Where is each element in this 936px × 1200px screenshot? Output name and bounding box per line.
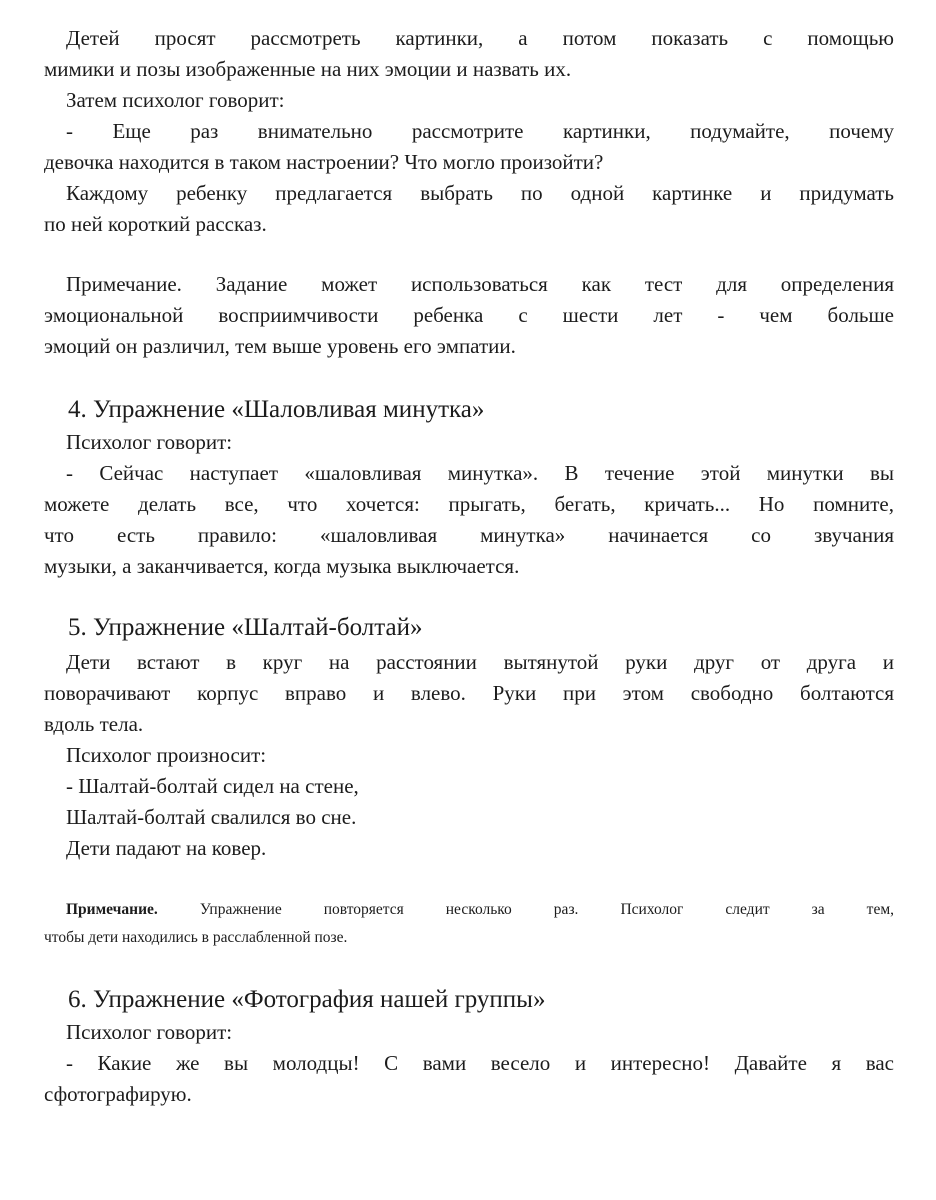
exercise6-line-2: - Какие же вы молодцы! С вами весело и интересно! Давайте я вас [66, 1051, 894, 1075]
exercise4-line-1: Психолог говорит: [66, 430, 233, 454]
note1-line-1: Примечание. Задание может использоваться как тест для определения [66, 272, 894, 296]
note2-line-1 [66, 899, 894, 921]
note1-line-2: эмоциональной восприимчивости ребенка с шести лет - чем больше [44, 303, 894, 327]
exercise5-line-4: Психолог произносит: [66, 743, 267, 767]
exercise4-line-4: что есть правило: «шаловливая минутка» начинается со звучания [44, 523, 894, 547]
exercise5-heading: 5. Упражнение «Шалтай-болтай» [68, 614, 423, 641]
exercise5-line-5: - Шалтай-болтай сидел на стене, [66, 774, 359, 798]
exercise6-heading: 6. Упражнение «Фотография нашей группы» [68, 986, 546, 1013]
exercise5-line-7: Дети падают на ковер. [66, 836, 267, 860]
intro-line-5: девочка находится в таком настроении? Что могло произойти? [44, 150, 604, 174]
exercise5-line-1: Дети встают в круг на расстоянии вытянутой руки друг от друга и [66, 650, 894, 674]
exercise4-line-2: - Сейчас наступает «шаловливая минутка». В течение этой минутки вы [66, 461, 894, 485]
exercise5-line-6: Шалтай-болтай свалился во сне. [66, 805, 357, 829]
intro-line-2: мимики и позы изображенные на них эмоции и назвать их. [44, 57, 572, 81]
note2-label: Примечание. [66, 901, 158, 918]
note2-line-2: чтобы дети находились в расслабленной позе. [44, 929, 348, 946]
exercise4-line-5: музыки, а заканчивается, когда музыка выключается. [44, 554, 520, 578]
exercise6-line-1: Психолог говорит: [66, 1020, 233, 1044]
intro-line-6: Каждому ребенку предлагается выбрать по одной картинке и придумать [66, 181, 894, 205]
intro-line-1: Детей просят рассмотреть картинки, а потом показать с помощью [66, 26, 894, 50]
exercise4-line-3: можете делать все, что хочется: прыгать, бегать, кричать... Но помните, [44, 492, 894, 516]
exercise4-heading: 4. Упражнение «Шаловливая минутка» [68, 396, 485, 423]
note1-line-3: эмоций он различил, тем выше уровень его эмпатии. [44, 334, 516, 358]
exercise5-line-2: поворачивают корпус вправо и влево. Руки при этом свободно болтаются [44, 681, 894, 705]
intro-line-4: - Еще раз внимательно рассмотрите картинки, подумайте, почему [66, 119, 894, 143]
exercise5-line-3: вдоль тела. [44, 712, 144, 736]
note2-line-1-text: Упражнение повторяется несколько раз. Психолог следит за тем, [199, 901, 895, 918]
exercise6-line-3: сфотографирую. [44, 1082, 192, 1106]
intro-line-3: Затем психолог говорит: [66, 88, 285, 112]
intro-line-7: по ней короткий рассказ. [44, 212, 267, 236]
